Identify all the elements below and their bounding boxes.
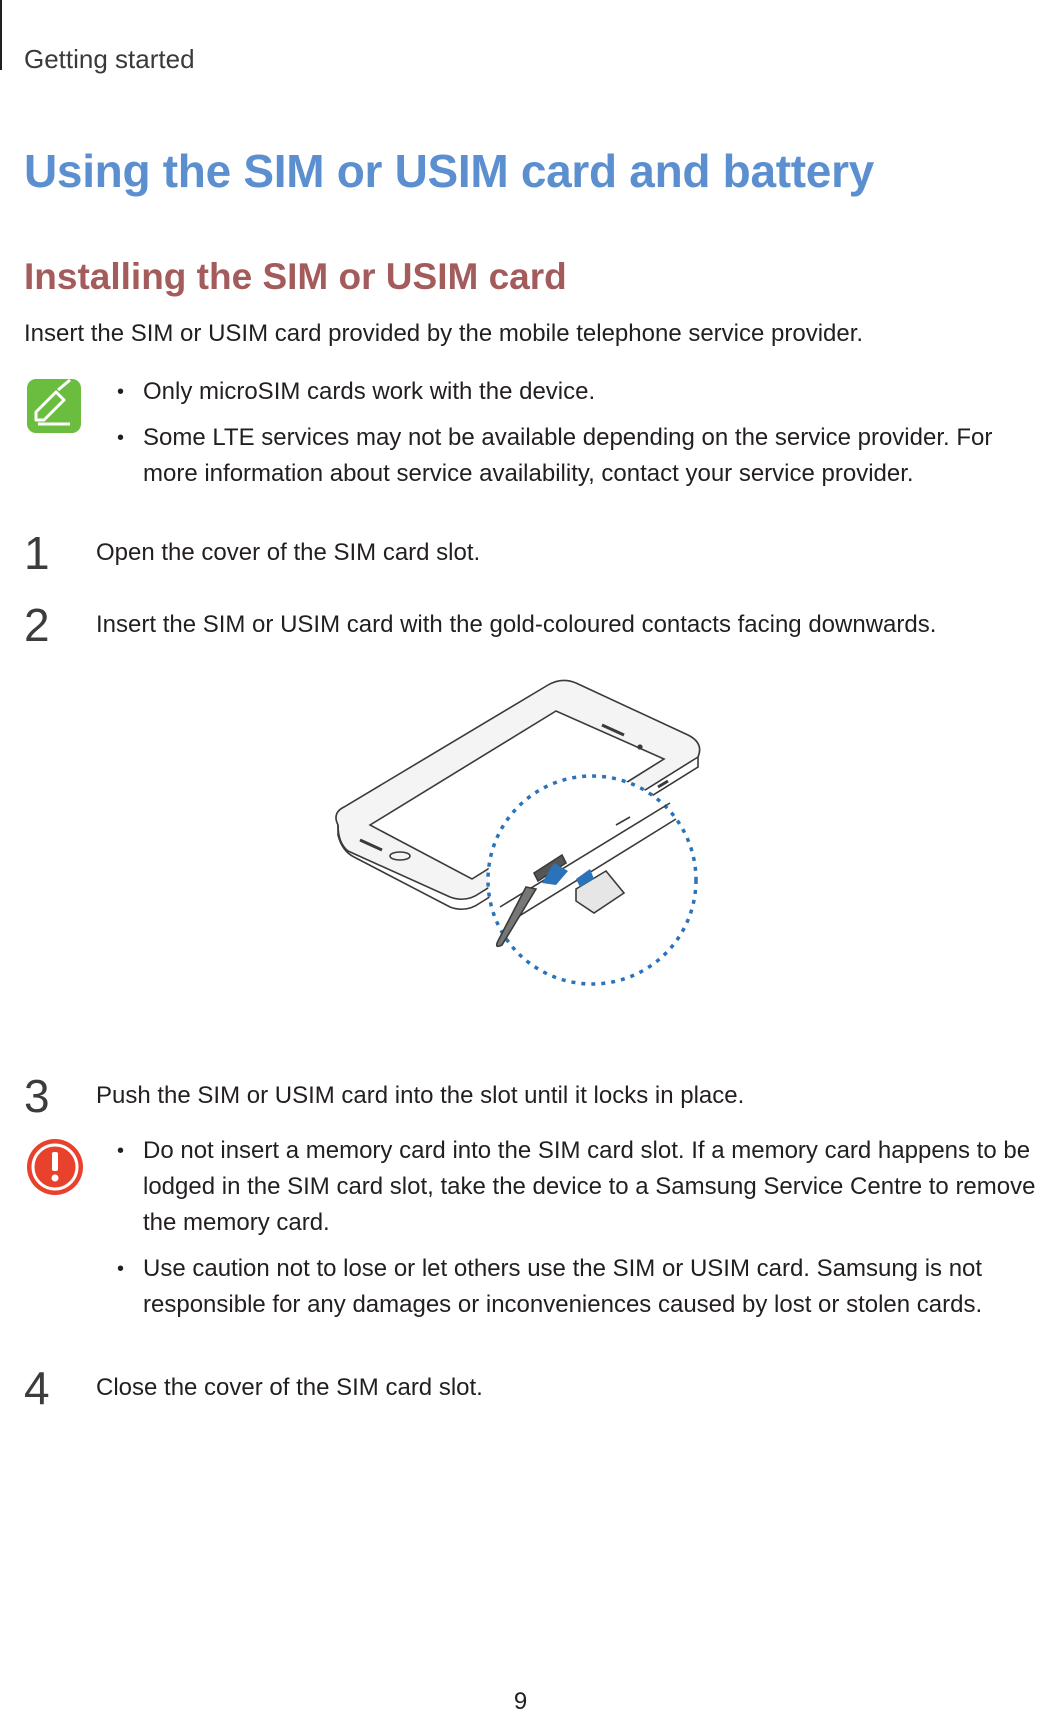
page-number: 9 [513, 1688, 528, 1715]
step-number: 1 [24, 527, 50, 579]
bullet-dot: • [117, 427, 125, 449]
step-1 [24, 529, 480, 577]
caution-list [117, 1133, 1041, 1333]
step-text: Close the cover of the SIM card slot. [96, 1374, 483, 1401]
step-2 [24, 601, 936, 649]
bullet-dot: • [117, 1140, 125, 1162]
step-number: 2 [24, 599, 50, 651]
page-title: Using the SIM or USIM card and battery [24, 145, 874, 197]
note-item: • Only microSIM cards work with the device. [117, 374, 1027, 410]
step-4 [24, 1364, 483, 1412]
step-text: Open the cover of the SIM card slot. [96, 539, 481, 566]
note-check-icon [26, 378, 82, 434]
step-text: Push the SIM or USIM card into the slot until it locks in place. [96, 1082, 745, 1109]
step-number: 3 [24, 1070, 50, 1122]
section-subtitle: Installing the SIM or USIM card [24, 256, 567, 297]
intro-paragraph: Insert the SIM or USIM card provided by the mobile telephone service provider. [24, 320, 864, 347]
step-number: 4 [24, 1362, 50, 1414]
caution-item: • Use caution not to lose or let others use the SIM or USIM card. Samsung is not responsible for any damages or inconveniences caused by lost or stolen cards. [117, 1251, 1041, 1323]
bullet-dot: • [117, 1258, 125, 1280]
bullet-dot: • [117, 381, 125, 403]
caution-item: • Do not insert a memory card into the SIM card slot. If a memory card happens to be lodged in the SIM card slot, take the device to a Samsung Service Centre to remove the memory card. [117, 1133, 1041, 1241]
sim-insertion-illustration [330, 675, 710, 1020]
header-rule [0, 0, 2, 70]
note-item: • Some LTE services may not be available depending on the service provider. For more information about service availability, contact your service provider. [117, 420, 1027, 492]
caution-exclamation-icon [26, 1138, 84, 1196]
step-text: Insert the SIM or USIM card with the gold-coloured contacts facing downwards. [96, 611, 937, 638]
section-header: Getting started [24, 44, 195, 74]
note-list [117, 374, 1027, 502]
step-3 [24, 1072, 744, 1120]
